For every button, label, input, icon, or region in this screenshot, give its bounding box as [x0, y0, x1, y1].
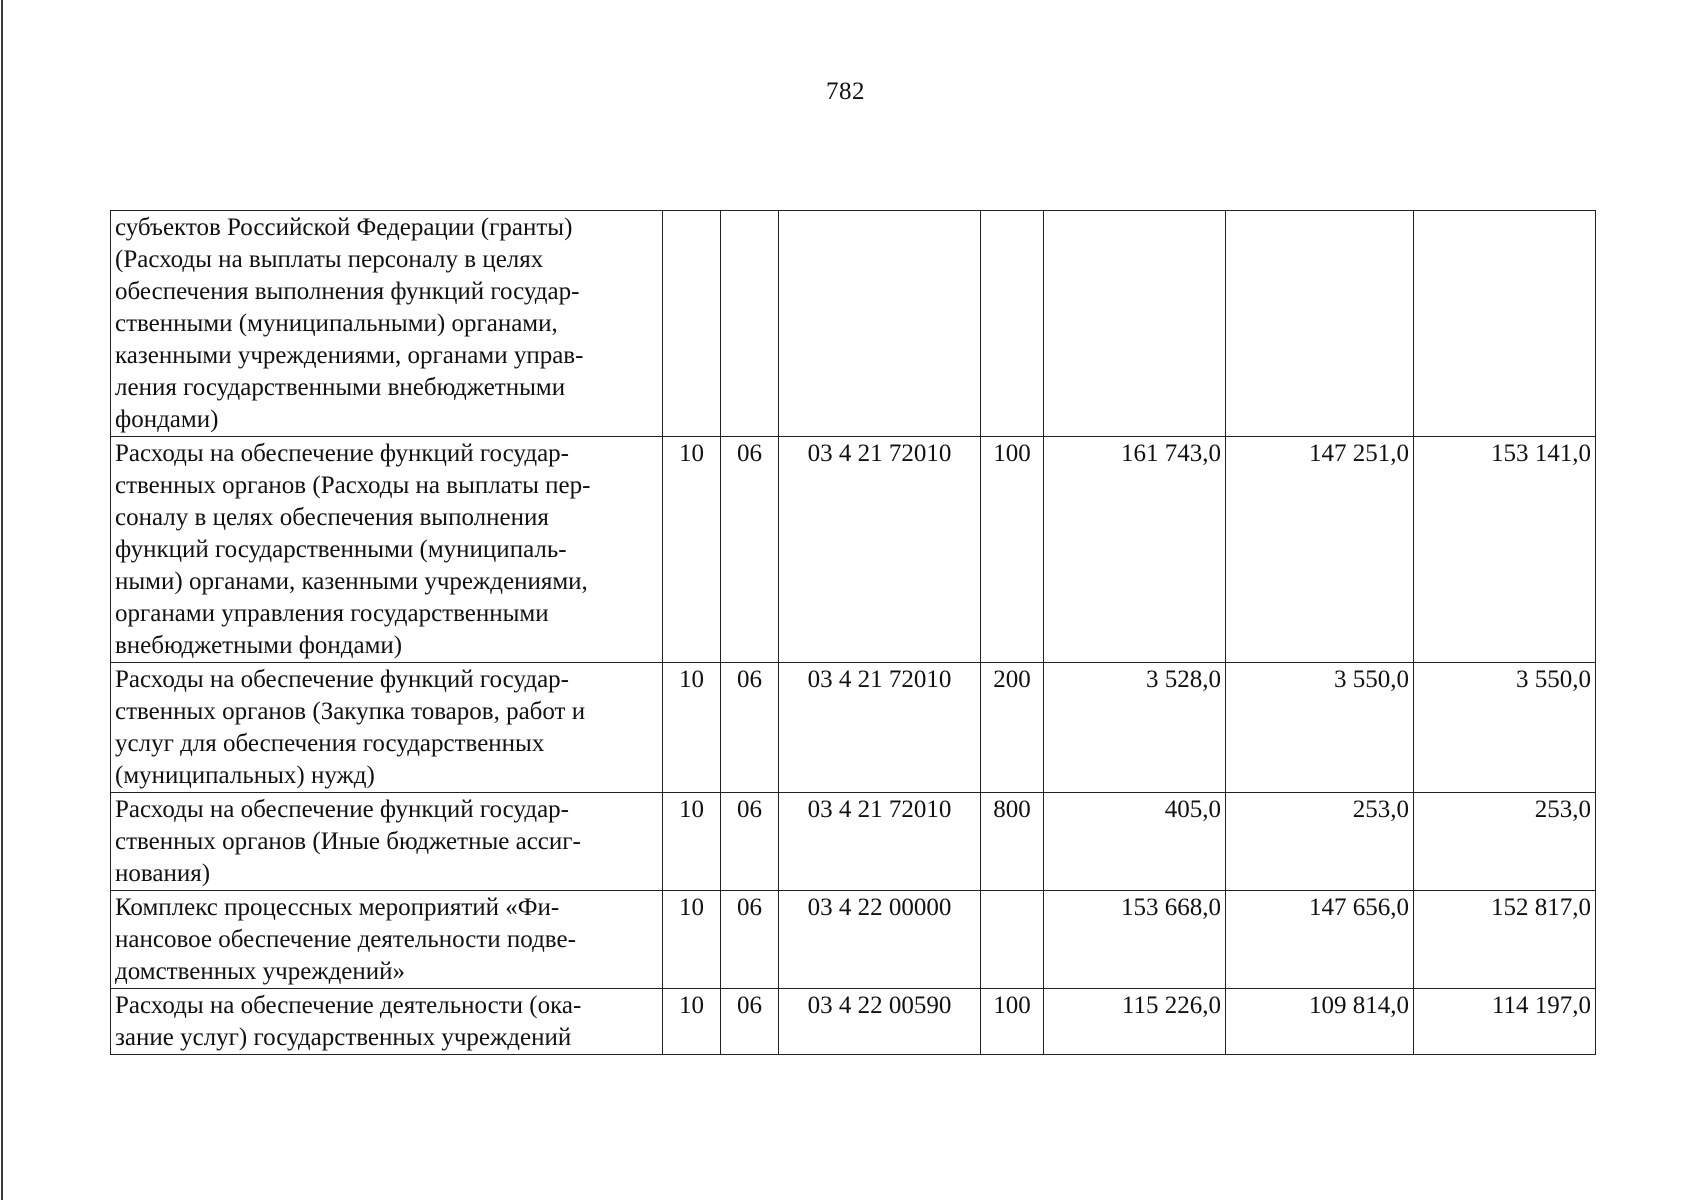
subsection-code-cell: 06 [721, 663, 779, 793]
description-line: Комплекс процессных мероприятий «Фи- [115, 894, 560, 921]
expense-type-cell: 200 [981, 663, 1044, 793]
expense-type-cell [981, 211, 1044, 437]
description-line: зание услуг) государственных учреждений [115, 1024, 572, 1051]
expense-type-cell [981, 891, 1044, 989]
amount-year3-cell: 152 817,0 [1414, 891, 1596, 989]
expense-type-cell: 100 [981, 989, 1044, 1055]
expense-type-cell: 100 [981, 437, 1044, 663]
amount-year1-cell: 161 743,0 [1044, 437, 1226, 663]
amount-year2-cell: 147 656,0 [1226, 891, 1414, 989]
section-code-cell: 10 [663, 793, 721, 891]
description-cell [111, 211, 663, 437]
description-line: ления государственными внебюджетными [115, 374, 566, 401]
description-line: Расходы на обеспечение функций государ- [115, 440, 569, 467]
description-line: фондами) [115, 406, 219, 433]
description-line: обеспечения выполнения функций государ- [115, 278, 580, 305]
amount-year2-cell: 147 251,0 [1226, 437, 1414, 663]
amount-year2-cell [1226, 211, 1414, 437]
amount-year3-cell: 253,0 [1414, 793, 1596, 891]
description-line: (Расходы на выплаты персоналу в целях [115, 246, 544, 273]
subsection-code-cell [721, 211, 779, 437]
description-cell [111, 891, 663, 989]
description-line: ственных органов (Иные бюджетные ассиг- [115, 828, 581, 855]
amount-year1-cell [1044, 211, 1226, 437]
description-line: домственных учреждений» [115, 958, 406, 985]
amount-year3-cell: 3 550,0 [1414, 663, 1596, 793]
description-line: нансовое обеспечение деятельности подве- [115, 926, 576, 953]
section-code-cell [663, 211, 721, 437]
amount-year3-cell: 114 197,0 [1414, 989, 1596, 1055]
description-line: органами управления государственными [115, 600, 549, 627]
amount-year2-cell: 109 814,0 [1226, 989, 1414, 1055]
amount-year2-cell: 3 550,0 [1226, 663, 1414, 793]
table-row [111, 989, 1596, 1055]
amount-year1-cell: 153 668,0 [1044, 891, 1226, 989]
amount-year1-cell: 3 528,0 [1044, 663, 1226, 793]
description-line: ственных органов (Закупка товаров, работ и [115, 698, 586, 725]
description-line: внебюджетными фондами) [115, 632, 403, 659]
table-body [111, 211, 1596, 1055]
table-row [111, 891, 1596, 989]
section-code-cell: 10 [663, 989, 721, 1055]
page-number: 782 [826, 78, 865, 105]
description-line: (муниципальных) нужд) [115, 762, 375, 789]
amount-year3-cell [1414, 211, 1596, 437]
budget-table [110, 210, 1596, 1055]
amount-year2-cell: 253,0 [1226, 793, 1414, 891]
target-article-cell: 03 4 22 00000 [779, 891, 981, 989]
description-line: субъектов Российской Федерации (гранты) [115, 214, 573, 241]
description-line: услуг для обеспечения государственных [115, 730, 545, 757]
table-row [111, 211, 1596, 437]
description-cell [111, 989, 663, 1055]
amount-year1-cell: 115 226,0 [1044, 989, 1226, 1055]
description-line: казенными учреждениями, органами управ- [115, 342, 584, 369]
description-line: Расходы на обеспечение деятельности (ока- [115, 992, 582, 1019]
amount-year1-cell: 405,0 [1044, 793, 1226, 891]
description-line: Расходы на обеспечение функций государ- [115, 666, 569, 693]
description-cell [111, 663, 663, 793]
section-code-cell: 10 [663, 891, 721, 989]
table-row [111, 437, 1596, 663]
target-article-cell [779, 211, 981, 437]
description-cell [111, 793, 663, 891]
description-line: ственными (муниципальными) органами, [115, 310, 558, 337]
description-line: функций государственными (муниципаль- [115, 536, 567, 563]
target-article-cell: 03 4 21 72010 [779, 663, 981, 793]
table-row [111, 663, 1596, 793]
description-line: Расходы на обеспечение функций государ- [115, 796, 569, 823]
section-code-cell: 10 [663, 663, 721, 793]
description-line: ственных органов (Расходы на выплаты пер- [115, 472, 591, 499]
section-code-cell: 10 [663, 437, 721, 663]
description-line: нования) [115, 860, 211, 887]
target-article-cell: 03 4 21 72010 [779, 437, 981, 663]
subsection-code-cell: 06 [721, 437, 779, 663]
scan-left-edge [1, 0, 3, 1200]
subsection-code-cell: 06 [721, 989, 779, 1055]
table-row [111, 793, 1596, 891]
description-line: ными) органами, казенными учреждениями, [115, 568, 588, 595]
description-cell [111, 437, 663, 663]
subsection-code-cell: 06 [721, 891, 779, 989]
amount-year3-cell: 153 141,0 [1414, 437, 1596, 663]
target-article-cell: 03 4 22 00590 [779, 989, 981, 1055]
subsection-code-cell: 06 [721, 793, 779, 891]
description-line: соналу в целях обеспечения выполнения [115, 504, 549, 531]
target-article-cell: 03 4 21 72010 [779, 793, 981, 891]
expense-type-cell: 800 [981, 793, 1044, 891]
